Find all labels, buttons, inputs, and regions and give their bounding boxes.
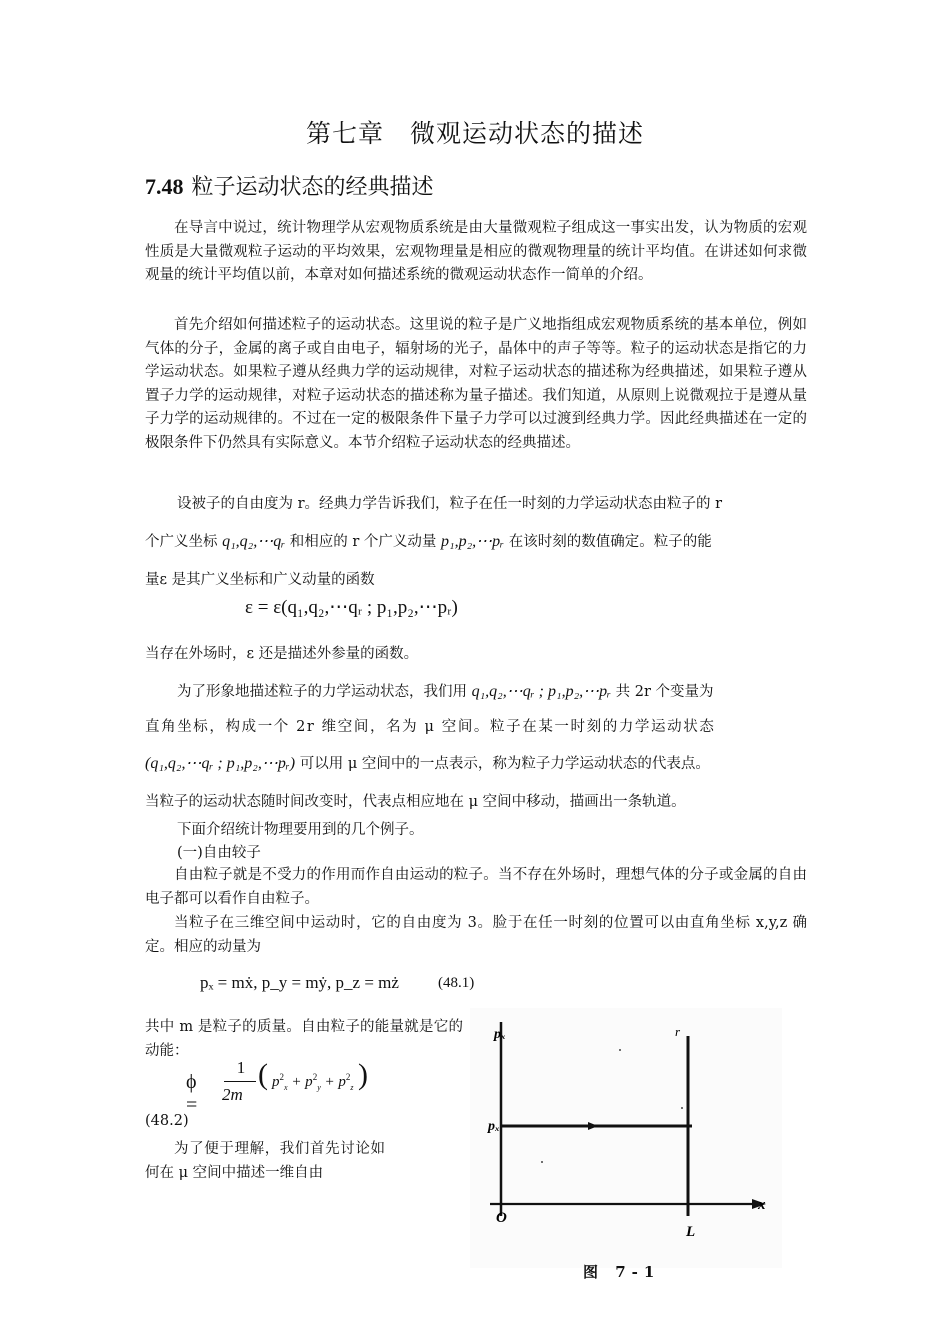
text-segment: 可以用 μ 空间中的一点表示，称为粒子力学运动状态的代表点。 <box>299 756 710 772</box>
equation-energy-function: ε = ε(q₁,q₂,⋯qᵣ ; p₁,p₂,⋯pᵣ) <box>245 597 458 618</box>
text-segment: 和相应的 r 个广义动量 <box>289 534 437 550</box>
speck <box>681 1107 683 1109</box>
state-expression: (q₁,q₂,⋯qᵣ ; p₁,p₂,⋯pᵣ) <box>145 755 296 772</box>
momenta-expression: p₁,p₂,⋯pᵣ <box>441 533 505 550</box>
paragraph-dof-line3: 量ε 是其广义坐标和广义动量的函数 <box>145 572 375 588</box>
paragraph-mu-space-line2: 直角坐标，构成一个 2r 维空间，名为 μ 空间。粒子在某一时刻的力学运动状态 <box>145 719 716 735</box>
subsection-heading: (一)自由较子 <box>177 845 261 861</box>
section-number: 7.48 <box>145 174 184 199</box>
speck <box>541 1161 543 1163</box>
paragraph-free-particle: 自由粒子就是不受力的作用而作自由运动的粒子。当不存在外场时，理想气体的分子或金属的自由电子都可以看作自由粒子。 <box>145 867 807 907</box>
section-heading <box>145 170 434 201</box>
paragraph-mu-space-line3 <box>145 752 710 773</box>
equation-number-48-2: (48.2) <box>145 1113 189 1129</box>
L-label: L <box>686 1224 696 1240</box>
paragraph-particle-state: 首先介绍如何描述粒子的运动状态。这里说的粒子是广义地指组成宏观物质系统的基本单位，例如气体的分子，金属的离子或自由电子，辐射场的光子，晶体中的声子等等。粒子的运动状态是指它的力学运动状态。如果粒子遵从经典力学的运动规律，对粒子运动状态的描述称为经典描述，如果粒子遵从置子力学的运动规律，对粒子运动状态的描述称为量子描述。我们知道，从原则上说微观拉于是遵从量子力学的运动规律的。不过在一定的极限条件下量子力学可以过渡到经典力学。因此经典描述在一定的极限条件下仍然具有实际意义。本节介绍粒子运动状态的经典描述。 <box>145 317 807 451</box>
text-segment: 在该时刻的数值确定。粒子的能 <box>508 534 712 550</box>
equation-momentum: pₓ = mẋ, p_y = mẏ, p_z = mż <box>200 973 399 992</box>
paragraph-1d-intro: 为了便于理解，我们首先讨论如何在 μ 空间中描述一维自由 <box>145 1141 385 1181</box>
figure-background <box>470 1008 782 1268</box>
text-segment: 为了形象地描述粒子的力学运动状态，我们用 <box>177 684 467 700</box>
document-page: 第七章 微观运动状态的描述 7.48 粒子运动状态的经典描述 在导言中说过，统计物理学从宏观物质系统是由大量微观粒子组成这一事实出发，认为物质的宏观性质是大量微观粒子运动的平均效果，宏观物理量是相应的微观物理量的统计平均值。在讲述如何求微观量的统计平均值以前，本章对如何描述系统的微观运动状态作一简单的介绍。 首先介绍如何描述粒子的运动状态。这里说的粒子是广义地指组成宏观物质系统的基本单位，例如气体的分子，金属的离子或自由电子，辐射场的光子，晶体中的声子等等。粒子的运动状态是指它的力学运动状态。如果粒子遵从经典力学的运动规律，对粒子运动状态的描述称为经典描述，如果粒子遵从置子力学的运动规律，对粒子运动状态的描述称为量子描述。我们知道，从原则上说微观拉于是遵从量子力学的运动规律的。不过在一定的极限条件下量子力学可以过渡到经典力学。因此经典描述在一定的极限条件下仍然具有实际意义。本节介绍粒子运动状态的经典描述。 设被子的自由度为 r。经典力学告诉我们，粒子在任一时刻的力学运动状态由粒子的 r 个广义坐标 q₁,q₂,⋯qᵣ 和相应的 r 个广义动量 p₁,p₂,⋯pᵣ 在该时刻的数值确定。粒子的能 量ε 是其广义坐标和广义动量的函数 ε = ε(q₁,q₂,⋯qᵣ ; p₁,p₂,⋯pᵣ) 当存在外场时，ε 还是描述外参量的函数。 为了形象地描述粒子的力学运动状态，我们用 q₁,q₂,⋯qᵣ ; p₁,p₂,⋯pᵣ 共 2r 个变量为 直角坐标，构成一个 2r 维空间，名为 μ 空间。粒子在某一时刻的力学运动状态 (q₁,q₂,⋯qᵣ ; p₁,p₂,⋯pᵣ) 可以用 μ 空间中的一点表示，称为粒子力学运动状态的代表点。 当粒子的运动状态随时间改变时，代表点相应地在 μ 空间中移动，描画出一条轨道。 下面介绍统计物理要用到的几个例子。 (一)自由较子 自由粒子就是不受力的作用而作自由运动的粒子。当不存在外场时，理想气体的分子或金属的自由电子都可以看作自由粒子。 当粒子在三维空间中运动时，它的自由度为 3。脸于在任一时刻的位置可以由直角坐标 x,y,z 确定。相应的动量为 pₓ = mẋ, p_y = mẏ, p_z = mż (48.1) 共中 m 是粒子的质量。自由粒子的能量就是它的动能： ϕ = 1 2m ( $p^2_x + p^2_y + p^2_z$ ) (48.2) 为了便于理解，我们首先讨论如何在 μ 空间中描述一维自由 pₓ r pₓ O L x 图 7-1 <box>0 0 950 1344</box>
variables-expression: q₁,q₂,⋯qᵣ ; p₁,p₂,⋯pᵣ <box>471 683 612 700</box>
equation-number-48-1: (48.1) <box>438 975 475 991</box>
chapter-title: 第七章 微观运动状态的描述 <box>305 119 644 148</box>
axis-y-label: pₓ <box>494 1027 506 1042</box>
origin-label: O <box>496 1210 507 1226</box>
paragraph-3d-motion: 当粒子在三维空间中运动时，它的自由度为 3。脸于在任一时刻的位置可以由直角坐标 x,y,z 确定。相应的动量为 <box>145 915 807 955</box>
phase-space-diagram <box>470 1008 782 1268</box>
text-segment: 共 2r 个变量为 <box>615 684 714 700</box>
coords-expression: q₁,q₂,⋯qᵣ <box>222 533 286 550</box>
paragraph-examples: 下面介绍统计物理要用到的几个例子。 <box>177 822 424 838</box>
r-label: r <box>675 1024 681 1039</box>
paragraph-mu-space-line1 <box>177 680 714 701</box>
paragraph-dof-line1: 设被子的自由度为 r。经典力学告诉我们，粒子在任一时刻的力学运动状态由粒子的 r <box>177 496 723 512</box>
paragraph-kinetic-energy: 共中 m 是粒子的质量。自由粒子的能量就是它的动能： <box>145 1019 463 1059</box>
paragraph-intro: 在导言中说过，统计物理学从宏观物质系统是由大量微观粒子组成这一事实出发，认为物质的宏观性质是大量微观粒子运动的平均效果，宏观物理量是相应的微观物理量的统计平均值。在讲述如何求微观量的统计平均值以前，本章对如何描述系统的微观运动状态作一简单的介绍。 <box>145 220 807 283</box>
paragraph-dof-line2 <box>145 530 712 551</box>
section-title: 粒子运动状态的经典描述 <box>191 175 434 200</box>
paragraph-external-field: 当存在外场时，ε 还是描述外参量的函数。 <box>145 646 419 662</box>
figure-caption: 图 7-1 <box>583 1263 661 1281</box>
axis-x-label: x <box>758 1197 766 1213</box>
paragraph-mu-space-line4: 当粒子的运动状态随时间改变时，代表点相应地在 μ 空间中移动，描画出一条轨道。 <box>145 794 686 810</box>
text-segment: 个广义坐标 <box>145 534 218 550</box>
speck <box>619 1049 621 1051</box>
level-label: pₓ <box>488 1119 500 1134</box>
